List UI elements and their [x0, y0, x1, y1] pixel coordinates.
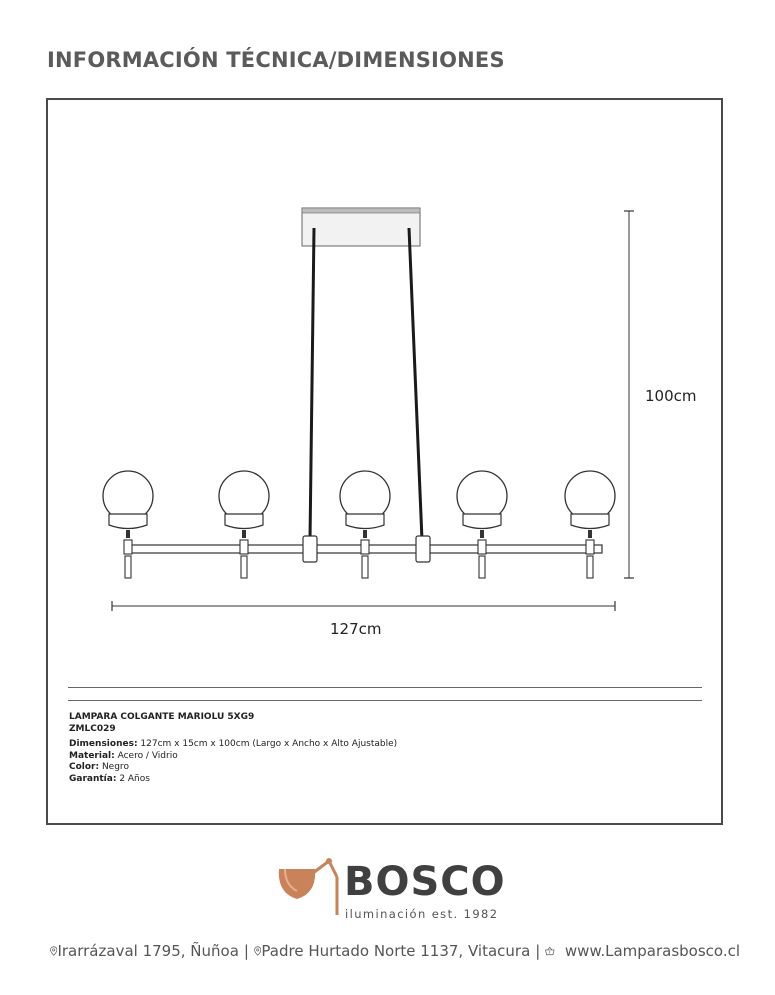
- shopping-basket-icon: [545, 943, 555, 959]
- rod-connector-left: [303, 536, 317, 562]
- website-link[interactable]: www.Lamparasbosco.cl: [564, 942, 741, 960]
- spec-value: 127cm x 15cm x 100cm (Largo x Ancho x Alto Ajustable): [137, 739, 398, 749]
- spec-row-warranty: [69, 774, 397, 786]
- address-nunoa: Irarrázaval 1795, Ñuñoa: [57, 942, 239, 960]
- spec-row-dimensions: [69, 739, 397, 751]
- canopy-top: [302, 208, 420, 213]
- spec-key: Material:: [69, 750, 115, 761]
- spec-key: Garantía:: [69, 773, 117, 784]
- ceiling-canopy: [302, 208, 420, 246]
- brand-tagline: iluminación est. 1982: [345, 907, 499, 921]
- spec-value: Negro: [99, 762, 129, 772]
- spec-row-color: [69, 762, 397, 774]
- width-dimension-label: 127cm: [330, 620, 382, 638]
- divider-bottom: [68, 700, 702, 701]
- height-dimension-label: 100cm: [645, 387, 697, 405]
- spec-value: Acero / Vidrio: [114, 750, 178, 761]
- product-name: LAMPARA COLGANTE MARIOLU 5XG9: [69, 712, 255, 722]
- spec-row-material: [69, 751, 397, 763]
- spec-value: 2 Años: [116, 773, 150, 784]
- globe-lamp: [103, 471, 153, 578]
- globe-lamp: [219, 471, 269, 578]
- location-pin-icon: [50, 942, 57, 960]
- brand-name: BOSCO: [344, 859, 506, 905]
- separator: |: [535, 942, 541, 960]
- globe-lamp: [565, 471, 615, 578]
- footer-contact: [50, 942, 740, 960]
- right-suspension-rod: [409, 228, 422, 540]
- address-vitacura: Padre Hurtado Norte 1137, Vitacura: [261, 942, 531, 960]
- spec-key: Color:: [69, 762, 100, 772]
- product-code: ZMLC029: [69, 723, 116, 734]
- technical-sheet-frame: [46, 98, 723, 825]
- globe-lamp: [457, 471, 507, 578]
- page-title: INFORMACIÓN TÉCNICA/DIMENSIONES: [47, 48, 505, 72]
- divider-top: [68, 687, 702, 688]
- separator: |: [243, 942, 249, 960]
- product-specs: [69, 712, 397, 785]
- left-suspension-rod: [310, 228, 314, 540]
- spec-key: Dimensiones:: [69, 739, 138, 749]
- location-pin-icon: [254, 942, 261, 960]
- rod-connector-right: [416, 536, 430, 562]
- globe-lamp: [340, 471, 390, 578]
